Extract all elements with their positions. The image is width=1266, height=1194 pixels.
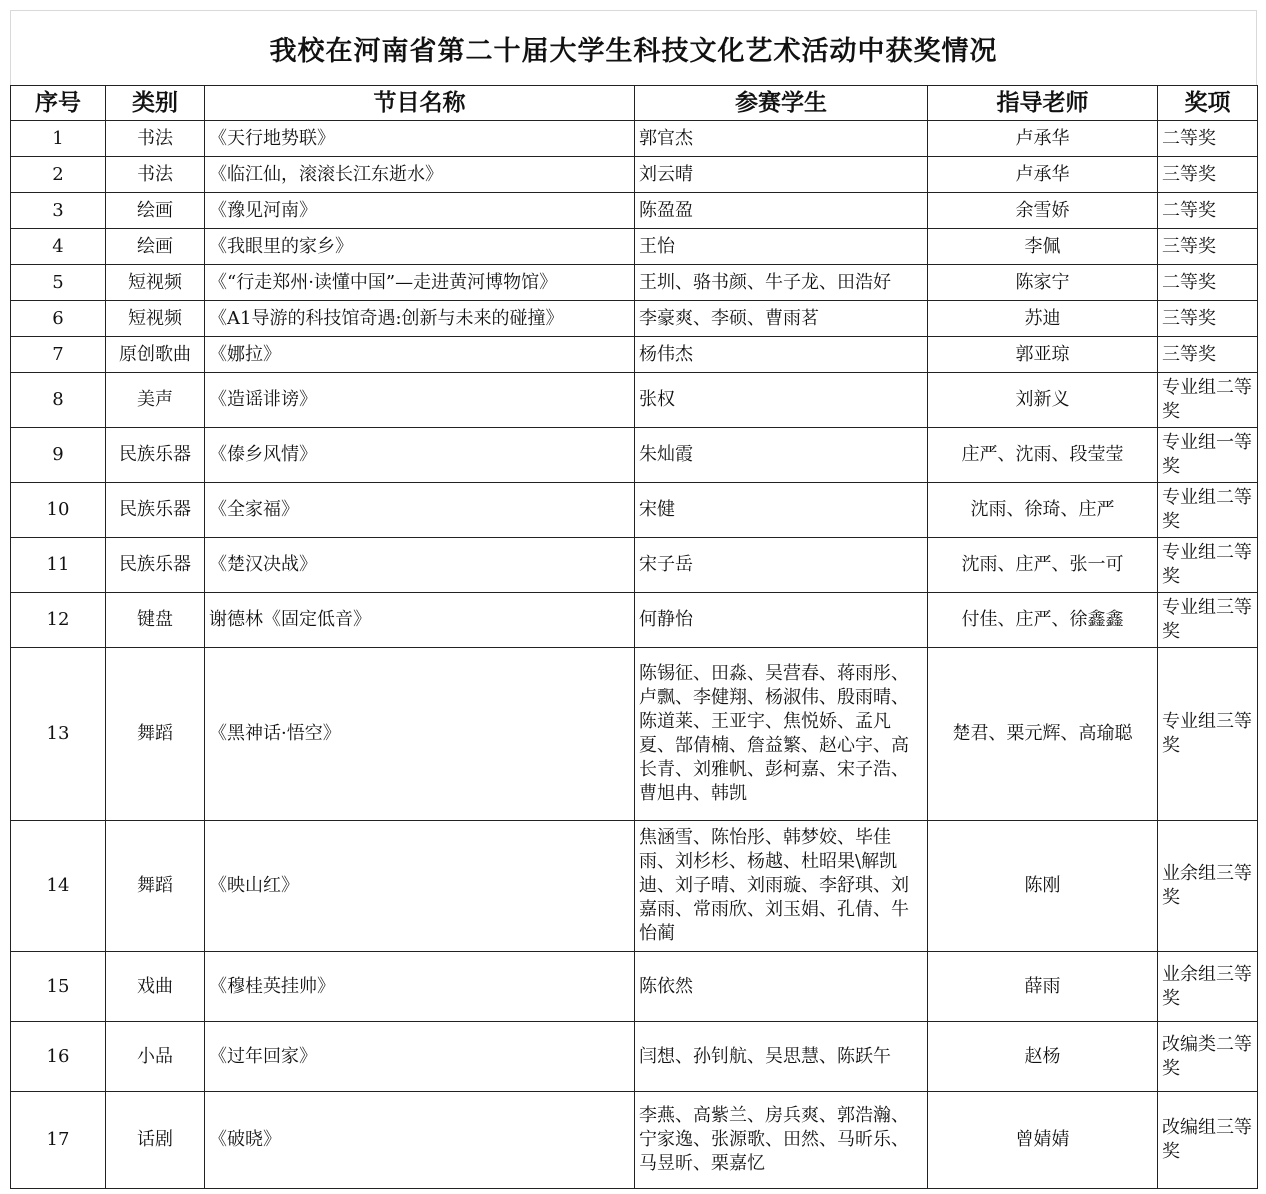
cell-program: 《过年回家》	[205, 1022, 635, 1092]
cell-students: 王怡	[635, 229, 928, 265]
cell-category: 原创歌曲	[106, 337, 205, 373]
cell-category: 键盘	[106, 593, 205, 648]
cell-no: 12	[11, 593, 106, 648]
cell-category: 民族乐器	[106, 538, 205, 593]
cell-category: 短视频	[106, 265, 205, 301]
table-row	[11, 373, 1258, 428]
cell-students: 郭官杰	[635, 121, 928, 157]
cell-program: 《傣乡风情》	[205, 428, 635, 483]
table-row	[11, 229, 1258, 265]
cell-students: 焦涵雪、陈怡彤、韩梦姣、毕佳雨、刘杉杉、杨越、杜昭果\解凯迪、刘子晴、刘雨璇、李舒琪、刘嘉雨、常雨欣、刘玉娟、孔倩、牛怡蔺	[635, 821, 928, 952]
header-no: 序号	[11, 86, 106, 121]
cell-no: 6	[11, 301, 106, 337]
cell-award: 二等奖	[1158, 121, 1258, 157]
cell-no: 9	[11, 428, 106, 483]
cell-category: 书法	[106, 157, 205, 193]
cell-students: 朱灿霞	[635, 428, 928, 483]
cell-program: 《映山红》	[205, 821, 635, 952]
cell-students: 陈盈盈	[635, 193, 928, 229]
cell-program: 《全家福》	[205, 483, 635, 538]
cell-award: 二等奖	[1158, 265, 1258, 301]
cell-program: 《娜拉》	[205, 337, 635, 373]
cell-teacher: 陈刚	[928, 821, 1158, 952]
cell-category: 戏曲	[106, 952, 205, 1022]
cell-category: 短视频	[106, 301, 205, 337]
cell-students: 陈依然	[635, 952, 928, 1022]
header-row	[11, 86, 1258, 121]
table-row	[11, 538, 1258, 593]
cell-program: 《临江仙，滚滚长江东逝水》	[205, 157, 635, 193]
table-row	[11, 483, 1258, 538]
cell-teacher: 曾婧婧	[928, 1092, 1158, 1189]
cell-students: 宋子岳	[635, 538, 928, 593]
cell-no: 7	[11, 337, 106, 373]
cell-teacher: 卢承华	[928, 157, 1158, 193]
cell-students: 张权	[635, 373, 928, 428]
table-row	[11, 952, 1258, 1022]
table-row	[11, 301, 1258, 337]
table-row	[11, 157, 1258, 193]
cell-program: 《造谣诽谤》	[205, 373, 635, 428]
cell-no: 8	[11, 373, 106, 428]
cell-category: 民族乐器	[106, 428, 205, 483]
cell-program: 《穆桂英挂帅》	[205, 952, 635, 1022]
cell-students: 李豪爽、李硕、曹雨茗	[635, 301, 928, 337]
cell-no: 15	[11, 952, 106, 1022]
cell-teacher: 付佳、庄严、徐鑫鑫	[928, 593, 1158, 648]
cell-category: 绘画	[106, 229, 205, 265]
cell-students: 李燕、高紫兰、房兵爽、郭浩瀚、宁家逸、张源歌、田然、马昕乐、马昱昕、栗嘉忆	[635, 1092, 928, 1189]
cell-students: 王圳、骆书颜、牛子龙、田浩好	[635, 265, 928, 301]
cell-program: 《楚汉决战》	[205, 538, 635, 593]
cell-no: 1	[11, 121, 106, 157]
cell-award: 三等奖	[1158, 229, 1258, 265]
cell-no: 16	[11, 1022, 106, 1092]
cell-teacher: 李佩	[928, 229, 1158, 265]
cell-award: 专业组三等奖	[1158, 648, 1258, 821]
cell-teacher: 庄严、沈雨、段莹莹	[928, 428, 1158, 483]
table-row	[11, 121, 1258, 157]
cell-no: 4	[11, 229, 106, 265]
cell-teacher: 余雪娇	[928, 193, 1158, 229]
table-row	[11, 648, 1258, 821]
cell-award: 二等奖	[1158, 193, 1258, 229]
cell-students: 陈锡征、田淼、吴营春、蒋雨彤、卢飘、李健翔、杨淑伟、殷雨晴、陈道莱、王亚宇、焦悦娇、孟凡夏、郜倩楠、詹益繁、赵心宇、高长青、刘雅帆、彭柯嘉、宋子浩、曹旭冉、韩凯	[635, 648, 928, 821]
cell-students: 杨伟杰	[635, 337, 928, 373]
cell-award: 专业组二等奖	[1158, 483, 1258, 538]
cell-no: 5	[11, 265, 106, 301]
cell-award: 改编类二等奖	[1158, 1022, 1258, 1092]
header-award: 奖项	[1158, 86, 1258, 121]
cell-teacher: 陈家宁	[928, 265, 1158, 301]
table-header	[11, 86, 1258, 121]
cell-teacher: 薛雨	[928, 952, 1158, 1022]
awards-sheet	[10, 10, 1257, 1189]
table-row	[11, 193, 1258, 229]
cell-award: 三等奖	[1158, 157, 1258, 193]
cell-award: 改编组三等奖	[1158, 1092, 1258, 1189]
table-row	[11, 428, 1258, 483]
cell-teacher: 苏迪	[928, 301, 1158, 337]
cell-no: 17	[11, 1092, 106, 1189]
cell-teacher: 赵杨	[928, 1022, 1158, 1092]
cell-award: 专业组一等奖	[1158, 428, 1258, 483]
cell-program: 《“行走郑州·读懂中国”—走进黄河博物馆》	[205, 265, 635, 301]
cell-no: 10	[11, 483, 106, 538]
table-row	[11, 1092, 1258, 1189]
cell-program: 《豫见河南》	[205, 193, 635, 229]
cell-teacher: 楚君、栗元辉、高瑜聪	[928, 648, 1158, 821]
cell-teacher: 沈雨、徐琦、庄严	[928, 483, 1158, 538]
cell-no: 3	[11, 193, 106, 229]
cell-students: 闫想、孙钊航、吴思慧、陈跃午	[635, 1022, 928, 1092]
cell-category: 美声	[106, 373, 205, 428]
table-row	[11, 337, 1258, 373]
cell-award: 专业组三等奖	[1158, 593, 1258, 648]
cell-no: 2	[11, 157, 106, 193]
cell-program: 《破晓》	[205, 1092, 635, 1189]
cell-program: 《我眼里的家乡》	[205, 229, 635, 265]
cell-program: 谢德林《固定低音》	[205, 593, 635, 648]
table-row	[11, 821, 1258, 952]
cell-award: 专业组二等奖	[1158, 538, 1258, 593]
cell-no: 11	[11, 538, 106, 593]
cell-students: 宋健	[635, 483, 928, 538]
awards-table	[10, 85, 1258, 1189]
cell-award: 专业组二等奖	[1158, 373, 1258, 428]
cell-category: 舞蹈	[106, 821, 205, 952]
cell-no: 14	[11, 821, 106, 952]
header-program: 节目名称	[205, 86, 635, 121]
header-category: 类别	[106, 86, 205, 121]
cell-students: 刘云晴	[635, 157, 928, 193]
cell-teacher: 郭亚琼	[928, 337, 1158, 373]
header-students: 参赛学生	[635, 86, 928, 121]
table-row	[11, 1022, 1258, 1092]
cell-category: 话剧	[106, 1092, 205, 1189]
cell-program: 《天行地势联》	[205, 121, 635, 157]
table-body	[11, 121, 1258, 1189]
cell-teacher: 卢承华	[928, 121, 1158, 157]
cell-no: 13	[11, 648, 106, 821]
cell-category: 书法	[106, 121, 205, 157]
cell-students: 何静怡	[635, 593, 928, 648]
cell-teacher: 刘新义	[928, 373, 1158, 428]
header-teacher: 指导老师	[928, 86, 1158, 121]
cell-award: 业余组三等奖	[1158, 821, 1258, 952]
title-bar	[10, 10, 1257, 85]
table-row	[11, 265, 1258, 301]
cell-category: 民族乐器	[106, 483, 205, 538]
cell-award: 业余组三等奖	[1158, 952, 1258, 1022]
page-title: 我校在河南省第二十届大学生科技文化艺术活动中获奖情况	[269, 35, 998, 67]
cell-program: 《A1导游的科技馆奇遇:创新与未来的碰撞》	[205, 301, 635, 337]
cell-category: 舞蹈	[106, 648, 205, 821]
cell-teacher: 沈雨、庄严、张一可	[928, 538, 1158, 593]
cell-award: 三等奖	[1158, 301, 1258, 337]
cell-program: 《黑神话·悟空》	[205, 648, 635, 821]
cell-category: 小品	[106, 1022, 205, 1092]
cell-award: 三等奖	[1158, 337, 1258, 373]
table-row	[11, 593, 1258, 648]
cell-category: 绘画	[106, 193, 205, 229]
